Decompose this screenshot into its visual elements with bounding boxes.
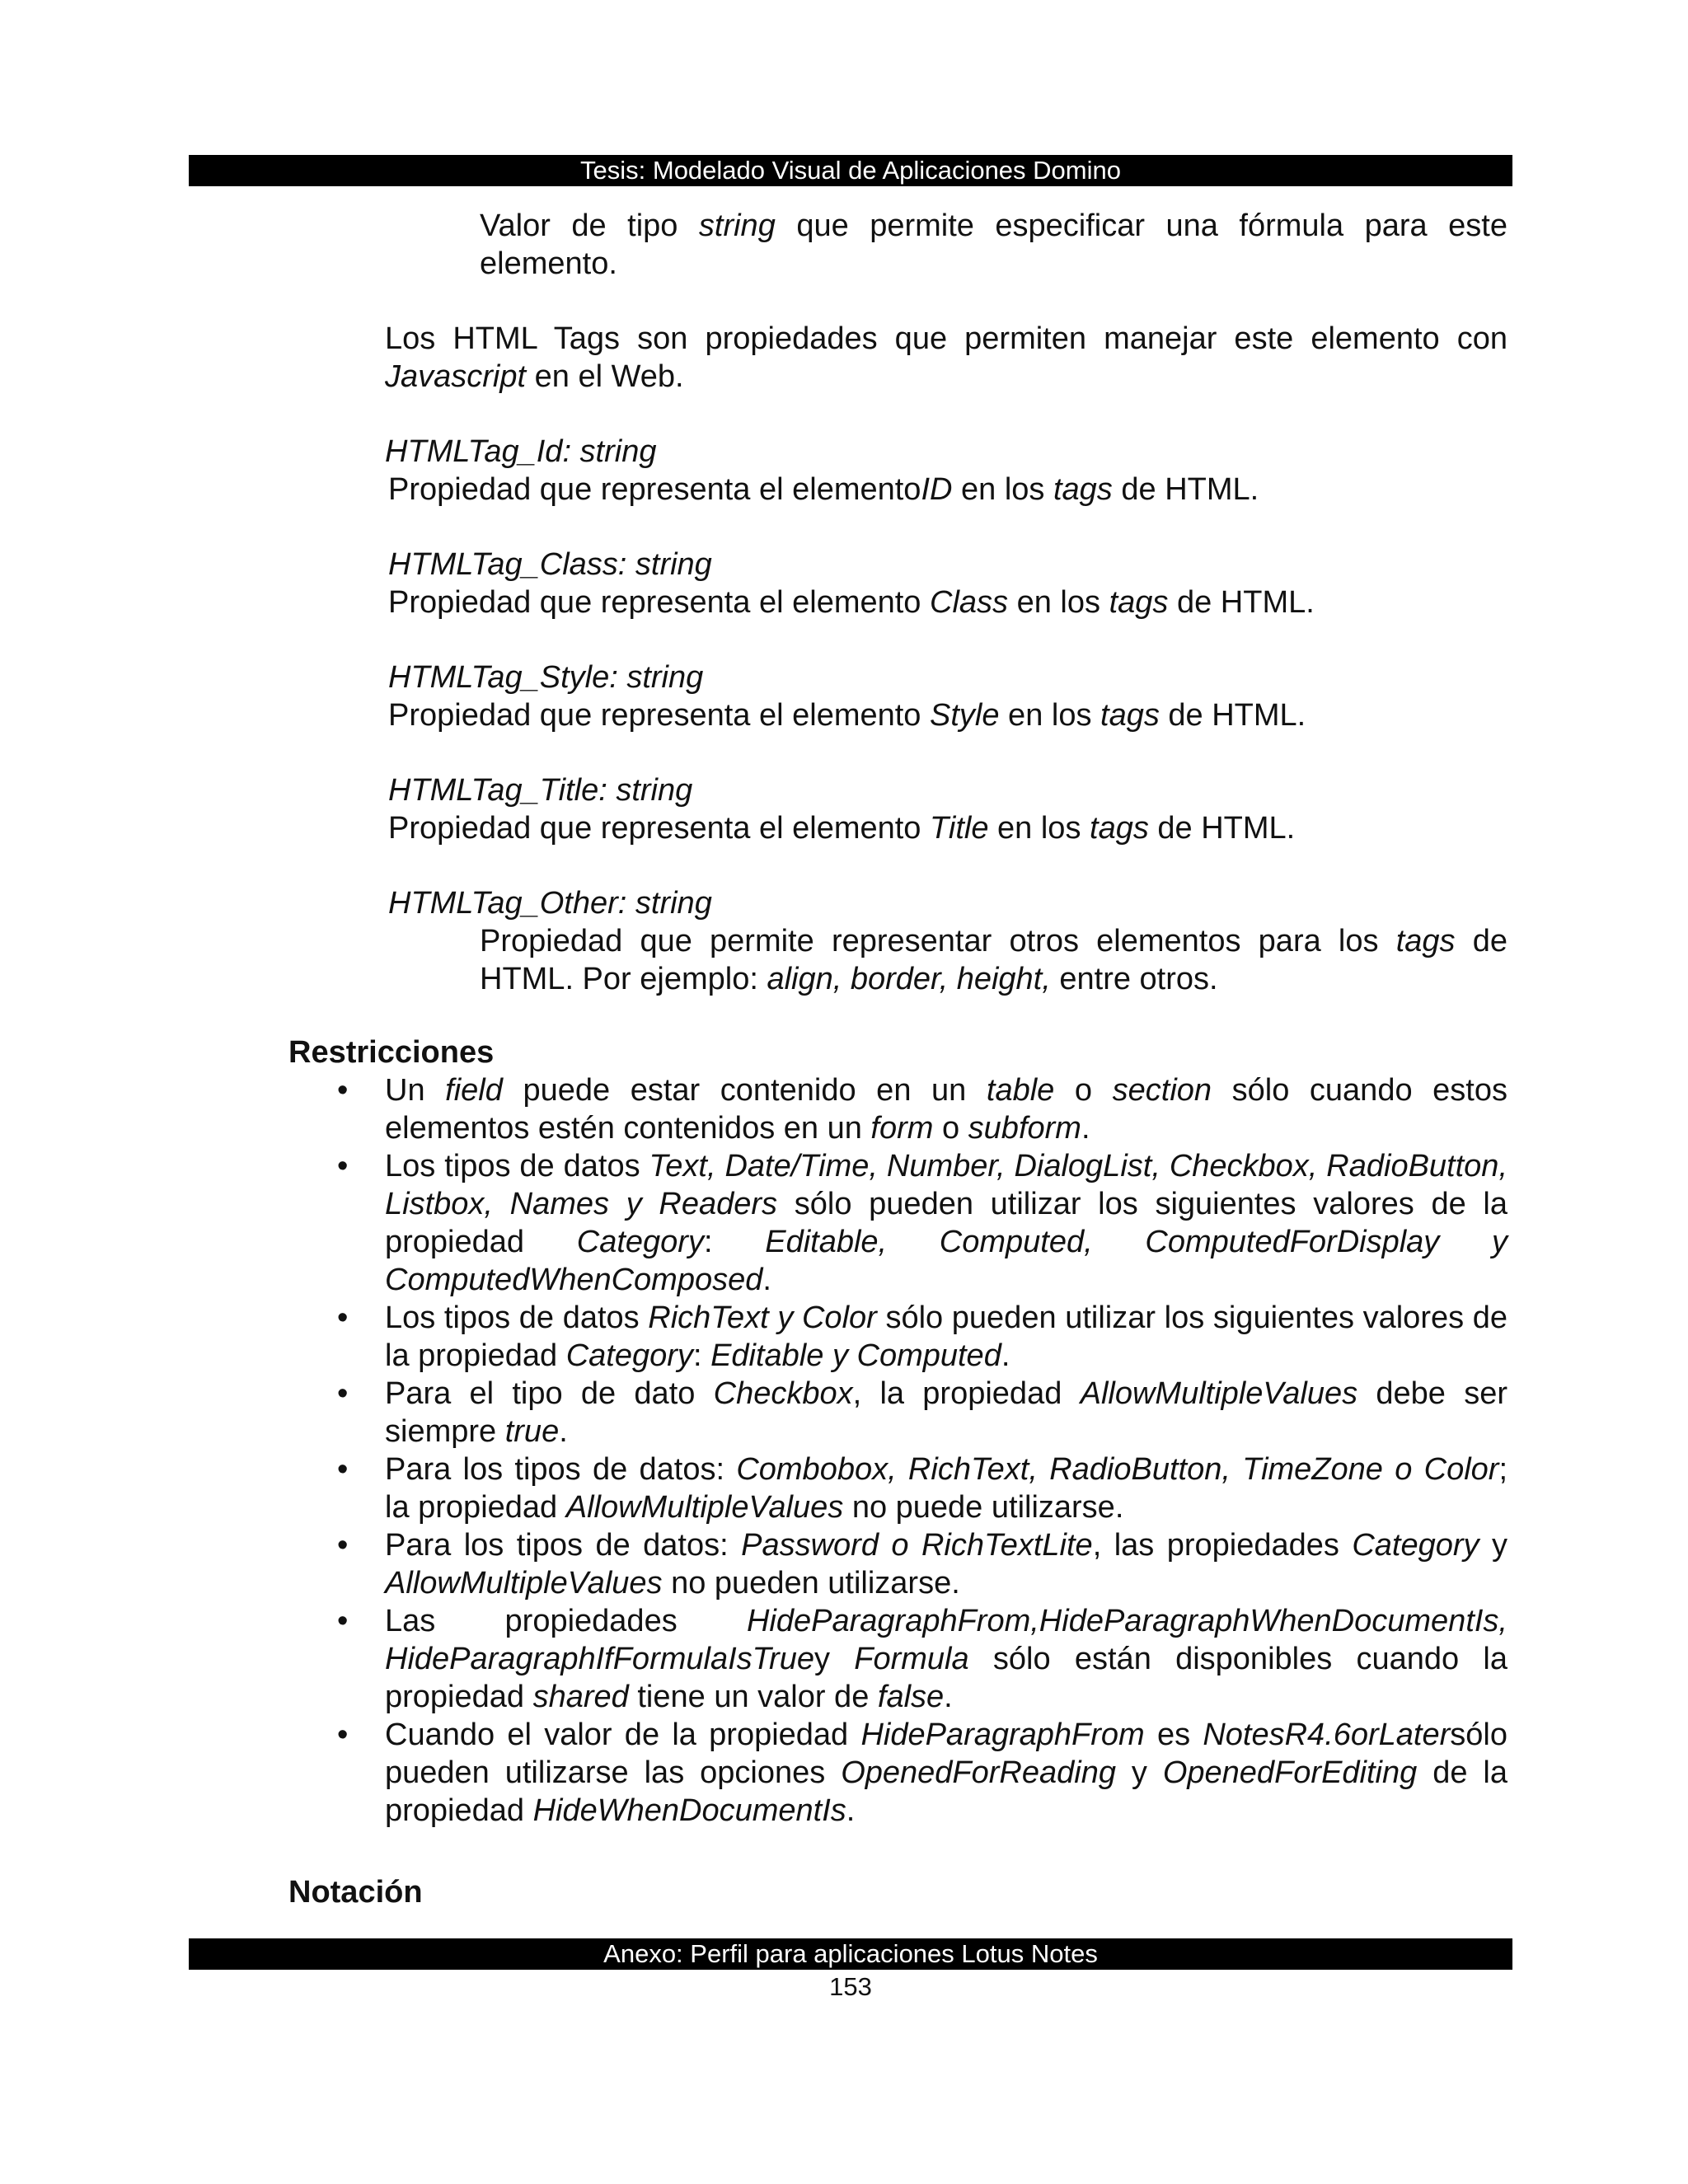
section-heading: Notación — [288, 1875, 423, 1910]
list-item: • Las propiedades HideParagraphFrom,HideParagraphWhenDocumentIs, HideParagraphIfFormulaIsTruey Formula sólo están disponibles cuando la propiedad shared tiene un valor de false. — [337, 1604, 1507, 1714]
property-name: HTMLTag_Other: string — [388, 886, 712, 921]
property-description: Propiedad que representa el elementoID en los tags de HTML. — [388, 472, 1259, 507]
bullet-icon: • — [337, 1452, 349, 1487]
formula-description: Valor de tipo string que permite especificar una fórmula para este elemento. — [480, 209, 1507, 281]
property-description: Propiedad que representa el elemento Style en los tags de HTML. — [388, 698, 1306, 733]
property-name: HTMLTag_Style: string — [388, 660, 704, 695]
bullet-icon: • — [337, 1301, 349, 1335]
bullet-icon: • — [337, 1604, 349, 1638]
property-name: HTMLTag_Class: string — [388, 547, 712, 582]
list-item: • Un field puede estar contenido en un table o section sólo cuando estos elementos estén contenidos en un form o subform. — [337, 1073, 1507, 1146]
list-item: • Los tipos de datos Text, Date/Time, Number, DialogList, Checkbox, RadioButton, Listbox, Names y Readers sólo pueden utilizar los siguientes valores de la propiedad Category: Editable, Computed, ComputedForDisplay y ComputedWhenComposed. — [337, 1149, 1508, 1297]
property-description: Propiedad que representa el elemento Title en los tags de HTML. — [388, 811, 1296, 846]
bullet-icon: • — [337, 1718, 349, 1752]
html-tags-intro: Los HTML Tags son propiedades que permiten manejar este elemento con Javascript en el Web. — [385, 321, 1507, 394]
bullet-icon: • — [337, 1149, 349, 1183]
section-heading: Restricciones — [288, 1035, 495, 1070]
list-item: • Cuando el valor de la propiedad HideParagraphFrom es NotesR4.6orLatersólo pueden utilizarse las opciones OpenedForReading y OpenedForEditing de la propiedad HideWhenDocumentIs. — [337, 1718, 1507, 1828]
property-description: Propiedad que permite representar otros elementos para los tags de HTML. Por ejemplo: align, border, height, entre otros. — [480, 924, 1507, 996]
list-item: • Para los tipos de datos: Combobox, RichText, RadioButton, TimeZone o Color; la propiedad AllowMultipleValues no puede utilizarse. — [337, 1452, 1507, 1525]
restrictions-list — [337, 1071, 1508, 1830]
list-item: • Para los tipos de datos: Password o RichTextLite, las propiedades Category y AllowMultipleValues no pueden utilizarse. — [337, 1528, 1507, 1601]
property-description: Propiedad que representa el elemento Class en los tags de HTML. — [388, 585, 1315, 620]
bullet-icon: • — [337, 1528, 349, 1563]
list-item: • Para el tipo de dato Checkbox, la propiedad AllowMultipleValues debe ser siempre true. — [337, 1376, 1507, 1449]
page-footer-band — [189, 1938, 1512, 1970]
bullet-icon: • — [337, 1376, 349, 1411]
page-header-band — [189, 155, 1512, 186]
property-name: HTMLTag_Id: string — [385, 434, 657, 469]
footer-title: Anexo: Perfil para aplicaciones Lotus Notes — [603, 1939, 1098, 1968]
bullet-icon: • — [337, 1073, 349, 1108]
list-item: • Los tipos de datos RichText y Color sólo pueden utilizar los siguientes valores de la propiedad Category: Editable y Computed. — [337, 1301, 1508, 1373]
page-number: 153 — [829, 1972, 872, 2001]
header-title: Tesis: Modelado Visual de Aplicaciones Domino — [580, 156, 1121, 185]
property-name: HTMLTag_Title: string — [388, 773, 693, 808]
